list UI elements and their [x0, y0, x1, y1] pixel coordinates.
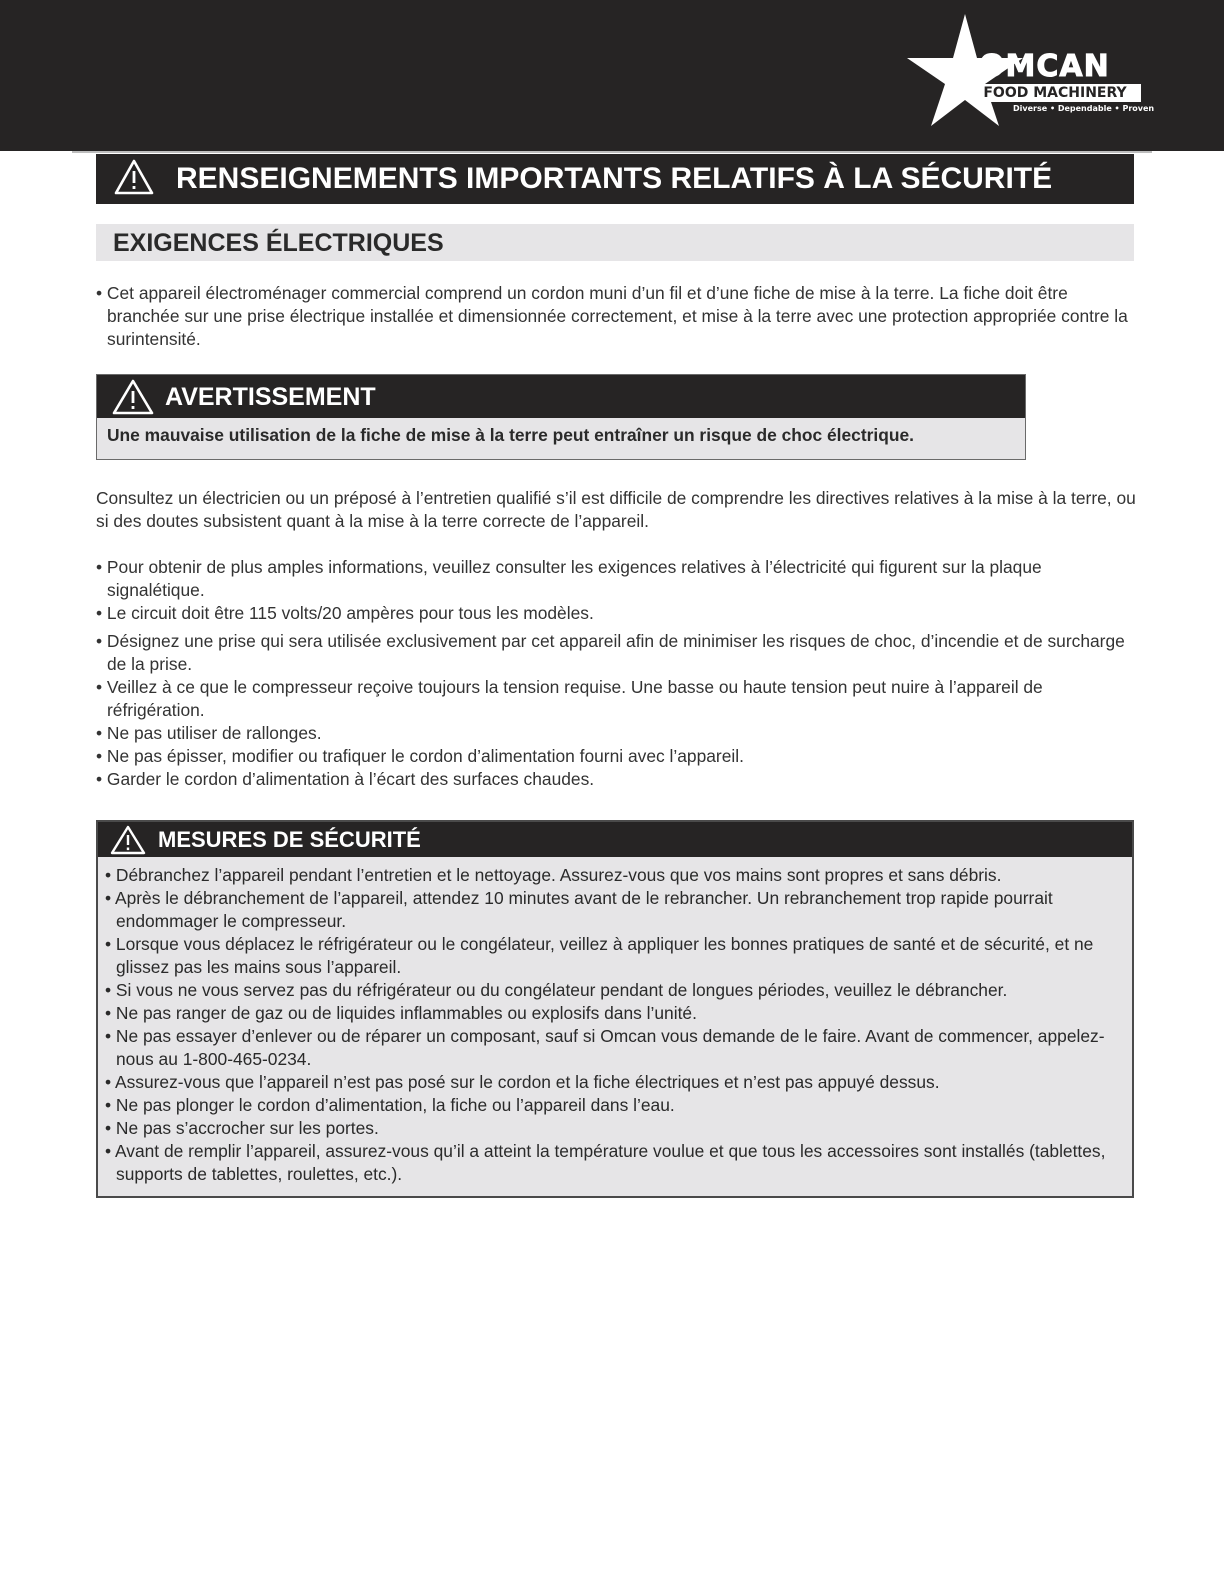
safety-header [98, 822, 1132, 857]
list-item: • Cet appareil électroménager commercial comprend un cordon muni d’un fil et d’une fiche de mise à la terre. La fiche doit être branchée sur une prise électrique installée et dimensionnée correctement, et mise à la terre avec une protection appropriée contre la surintensité. [96, 282, 1136, 351]
warning-triangle-icon [110, 825, 146, 855]
intro-list [96, 282, 1136, 351]
main-banner [96, 154, 1134, 204]
list-item: • Ne pas ranger de gaz ou de liquides inflammables ou explosifs dans l’unité. [105, 1002, 1125, 1025]
list-item: • Le circuit doit être 115 volts/20 ampères pour tous les modèles. [96, 602, 1136, 625]
list-item: • Après le débranchement de l’appareil, attendez 10 minutes avant de le rebrancher. Un rebranchement trop rapide pourrait endommager le compresseur. [105, 887, 1125, 933]
logo-brand: OMCAN [979, 49, 1110, 84]
list-item: • Ne pas plonger le cordon d’alimentation, la fiche ou l’appareil dans l’eau. [105, 1094, 1125, 1117]
section-title: EXIGENCES ÉLECTRIQUES [113, 229, 444, 257]
list-item: • Pour obtenir de plus amples informations, veuillez consulter les exigences relatives à l’électricité qui figurent sur la plaque signalétique. [96, 556, 1136, 602]
list-item: • Ne pas s’accrocher sur les portes. [105, 1117, 1125, 1140]
header-bar [0, 0, 1224, 151]
safety-title: MESURES DE SÉCURITÉ [158, 827, 421, 852]
list-item: • Avant de remplir l’appareil, assurez-vous qu’il a atteint la température voulue et que tous les accessoires sont installés (tablettes, supports de tablettes, roulettes, etc.). [105, 1140, 1125, 1186]
list-item: • Ne pas utiliser de rallonges. [96, 722, 1136, 745]
list-item: • Assurez-vous que l’appareil n’est pas posé sur le cordon et la fiche électriques et n’est pas appuyé dessus. [105, 1071, 1125, 1094]
safety-list [105, 864, 1125, 1186]
list-item: • Ne pas essayer d’enlever ou de réparer un composant, sauf si Omcan vous demande de le faire. Avant de commencer, appelez-nous au 1-800-465-0234. [105, 1025, 1125, 1071]
list-item: • Désignez une prise qui sera utilisée exclusivement par cet appareil afin de minimiser les risques de choc, d’incendie et de surcharge de la prise. [96, 630, 1136, 676]
list-item: • Veillez à ce que le compresseur reçoive toujours la tension requise. Une basse ou haute tension peut nuire à l’appareil de réfrigération. [96, 676, 1136, 722]
page-title: RENSEIGNEMENTS IMPORTANTS RELATIFS À LA SÉCURITÉ [176, 162, 1053, 195]
logo-subtitle: FOOD MACHINERY [969, 84, 1141, 102]
warning-triangle-icon [111, 379, 155, 415]
list-item: • Lorsque vous déplacez le réfrigérateur ou le congélateur, veillez à appliquer les bonnes pratiques de santé et de sécurité, et ne glissez pas les mains sous l’appareil. [105, 933, 1125, 979]
logo-tagline: Diverse • Dependable • Proven [1013, 104, 1155, 113]
warning-box [96, 374, 1026, 460]
divider [72, 151, 1152, 153]
warning-title: AVERTISSEMENT [165, 383, 376, 411]
omcan-logo [903, 14, 1153, 130]
safety-box [96, 820, 1134, 1198]
list-item: • Ne pas épisser, modifier ou trafiquer le cordon d’alimentation fourni avec l’appareil. [96, 745, 1136, 768]
section-heading [96, 224, 1134, 261]
list-item: • Débranchez l’appareil pendant l’entretien et le nettoyage. Assurez-vous que vos mains sont propres et sans débris. [105, 864, 1125, 887]
warning-triangle-icon [114, 159, 154, 195]
warning-header [97, 375, 1025, 418]
list-item: • Garder le cordon d’alimentation à l’écart des surfaces chaudes. [96, 768, 1136, 791]
list-item: • Si vous ne vous servez pas du réfrigérateur ou du congélateur pendant de longues périodes, veuillez le débrancher. [105, 979, 1125, 1002]
warning-text: Une mauvaise utilisation de la fiche de mise à la terre peut entraîner un risque de choc électrique. [107, 425, 914, 445]
requirements-list [96, 556, 1136, 791]
consult-paragraph: Consultez un électricien ou un préposé à l’entretien qualifié s’il est difficile de comprendre les directives relatives à la mise à la terre, ou si des doutes subsistent quant à la mise à la terre correcte de l’appareil. [96, 488, 1136, 531]
